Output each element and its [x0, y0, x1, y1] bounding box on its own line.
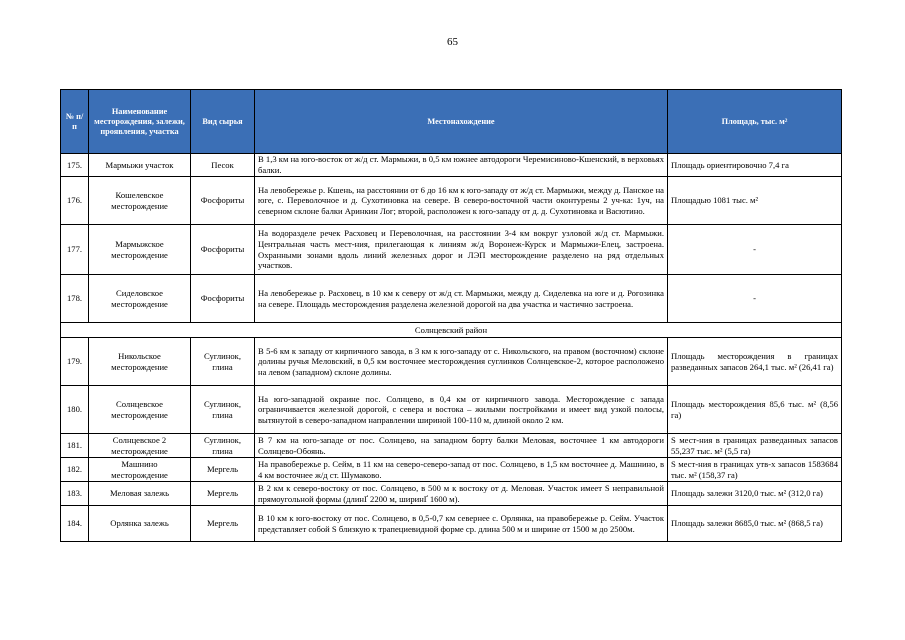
table-row — [61, 338, 842, 386]
deposit-name: Солнцевское 2 месторождение — [89, 434, 191, 458]
row-number: 184. — [61, 506, 89, 542]
deposit-name: Кошелевское месторождение — [89, 177, 191, 225]
raw-material: Мергель — [191, 458, 255, 482]
table-row — [61, 482, 842, 506]
row-number: 183. — [61, 482, 89, 506]
location-text: В 1,3 км на юго-восток от ж/д ст. Мармыжи, в 0,5 км южнее автодороги Черемисиново-Кшенский, в верховьях балки. — [255, 154, 668, 177]
deposit-name: Солнцевское месторождение — [89, 386, 191, 434]
location-text: На левобережье р. Расховец, в 10 км к северу от ж/д ст. Мармыжи, между д. Сиделевка на юге и д. Рогозинка на севере. Площадь месторождения разделена железной дорогой на два участка и частично застроена. — [255, 275, 668, 323]
raw-material: Фосфориты — [191, 225, 255, 275]
area-text: S мест-ния в границах утв-х запасов 1583684 тыс. м² (158,37 га) — [668, 458, 842, 482]
header-location: Местонахождение — [255, 90, 668, 154]
area-text: Площадь месторождения 85,6 тыс. м² (8,56 га) — [668, 386, 842, 434]
raw-material: Мергель — [191, 482, 255, 506]
deposits-table — [60, 89, 842, 542]
row-number: 181. — [61, 434, 89, 458]
raw-material: Фосфориты — [191, 177, 255, 225]
deposit-name: Никольское месторождение — [89, 338, 191, 386]
location-text: На левобережье р. Кшень, на расстоянии от 6 до 16 км к юго-западу от ж/д ст. Мармыжи, между д. Панское на юге, с. Переволочное и д. Сухотиновка на севере. В северо-восточной части оконтурены 2 уч-ка: 1уч, на северном склоне балки Аринкин Лог; второй, расположен к юго-западу от д. д. Сухотиновка и Васютино. — [255, 177, 668, 225]
location-text: На юго-западной окраине пос. Солнцево, в 0,4 км от кирпичного завода. Месторождение с запада ограничивается железной дорогой, с севера и востока – жилыми постройками и имеет вид узкой полосы, вытянутой в северо-западном направлении шириной 100-110 м, длиной около 2 км. — [255, 386, 668, 434]
raw-material: Суглинок, глина — [191, 434, 255, 458]
row-number: 177. — [61, 225, 89, 275]
row-number: 178. — [61, 275, 89, 323]
header-type: Вид сырья — [191, 90, 255, 154]
location-text: В 5-6 км к западу от кирпичного завода, в 3 км к юго-западу от с. Никольского, на правом (восточном) склоне долины ручья Меловский, в 0,5 км восточнее месторождения суглинков Солнцевское-2, которое расположено на левом (западном) склоне долины. — [255, 338, 668, 386]
raw-material: Песок — [191, 154, 255, 177]
deposit-name: Орлянка залежь — [89, 506, 191, 542]
deposit-name: Меловая залежь — [89, 482, 191, 506]
area-text: Площадь залежи 3120,0 тыс. м² (312,0 га) — [668, 482, 842, 506]
table-row — [61, 458, 842, 482]
region-row — [61, 323, 842, 338]
location-text: В 2 км к северо-востоку от пос. Солнцево, в 500 м к востоку от д. Меловая. Участок имеет S неправильной прямоугольной формы (длинҐ 2200 м, ширинҐ 1600 м). — [255, 482, 668, 506]
region-title: Солнцевский район — [61, 323, 842, 338]
row-number: 175. — [61, 154, 89, 177]
location-text: На водоразделе речек Расховец и Переволочная, на расстоянии 3-4 км вокруг узловой ж/д ст. Мармыжи. Центральная часть мест-ния, прилегающая к линиям ж/д Воронеж-Курск и Мармыжи-Елец, застроена. Охранными зонами вдоль линий железных дорог и ЛЭП месторождение разделено на ряд отдельных участков. — [255, 225, 668, 275]
raw-material: Суглинок, глина — [191, 386, 255, 434]
table-row — [61, 506, 842, 542]
deposit-name: Мармыжи участок — [89, 154, 191, 177]
header-num: № п/п — [61, 90, 89, 154]
area-text: Площадь ориентировочно 7,4 га — [668, 154, 842, 177]
raw-material: Мергель — [191, 506, 255, 542]
raw-material: Фосфориты — [191, 275, 255, 323]
header-name: Наименование месторождения, залежи, проявления, участка — [89, 90, 191, 154]
location-text: На правобережье р. Сейм, в 11 км на северо-северо-запад от пос. Солнцево, в 1,5 км восточнее д. Машнино, в 4 км восточнее ж/д ст. Шумаково. — [255, 458, 668, 482]
location-text: В 10 км к юго-востоку от пос. Солнцево, в 0,5-0,7 км севернее с. Орлянка, на правобережье р. Сейм. Участок представляет собой S близкую к трапециевидной форме ср. длина 500 м и ширине от 1500 м до 2500м. — [255, 506, 668, 542]
page-number: 65 — [447, 36, 458, 48]
table-row — [61, 434, 842, 458]
header-area: Площадь, тыс. м² — [668, 90, 842, 154]
table-row — [61, 225, 842, 275]
area-text: - — [668, 225, 842, 275]
area-text: Площадь месторождения в границах разведанных запасов 264,1 тыс. м² (26,41 га) — [668, 338, 842, 386]
row-number: 176. — [61, 177, 89, 225]
table-row — [61, 275, 842, 323]
row-number: 180. — [61, 386, 89, 434]
deposit-name: Машнино месторождение — [89, 458, 191, 482]
table-row — [61, 177, 842, 225]
table-row — [61, 154, 842, 177]
row-number: 182. — [61, 458, 89, 482]
table-row — [61, 386, 842, 434]
row-number: 179. — [61, 338, 89, 386]
area-text: - — [668, 275, 842, 323]
area-text: S мест-ния в границах разведанных запасов 55,237 тыс. м² (5,5 га) — [668, 434, 842, 458]
location-text: В 7 км на юго-западе от пос. Солнцево, на западном борту балки Меловая, восточнее 1 км автодороги Солнцево-Обоянь. — [255, 434, 668, 458]
raw-material: Суглинок, глина — [191, 338, 255, 386]
table-header-row — [61, 90, 842, 154]
deposit-name: Мармыжское месторождение — [89, 225, 191, 275]
area-text: Площадь залежи 8685,0 тыс. м² (868,5 га) — [668, 506, 842, 542]
deposit-name: Сиделовское месторождение — [89, 275, 191, 323]
area-text: Площадью 1081 тыс. м² — [668, 177, 842, 225]
